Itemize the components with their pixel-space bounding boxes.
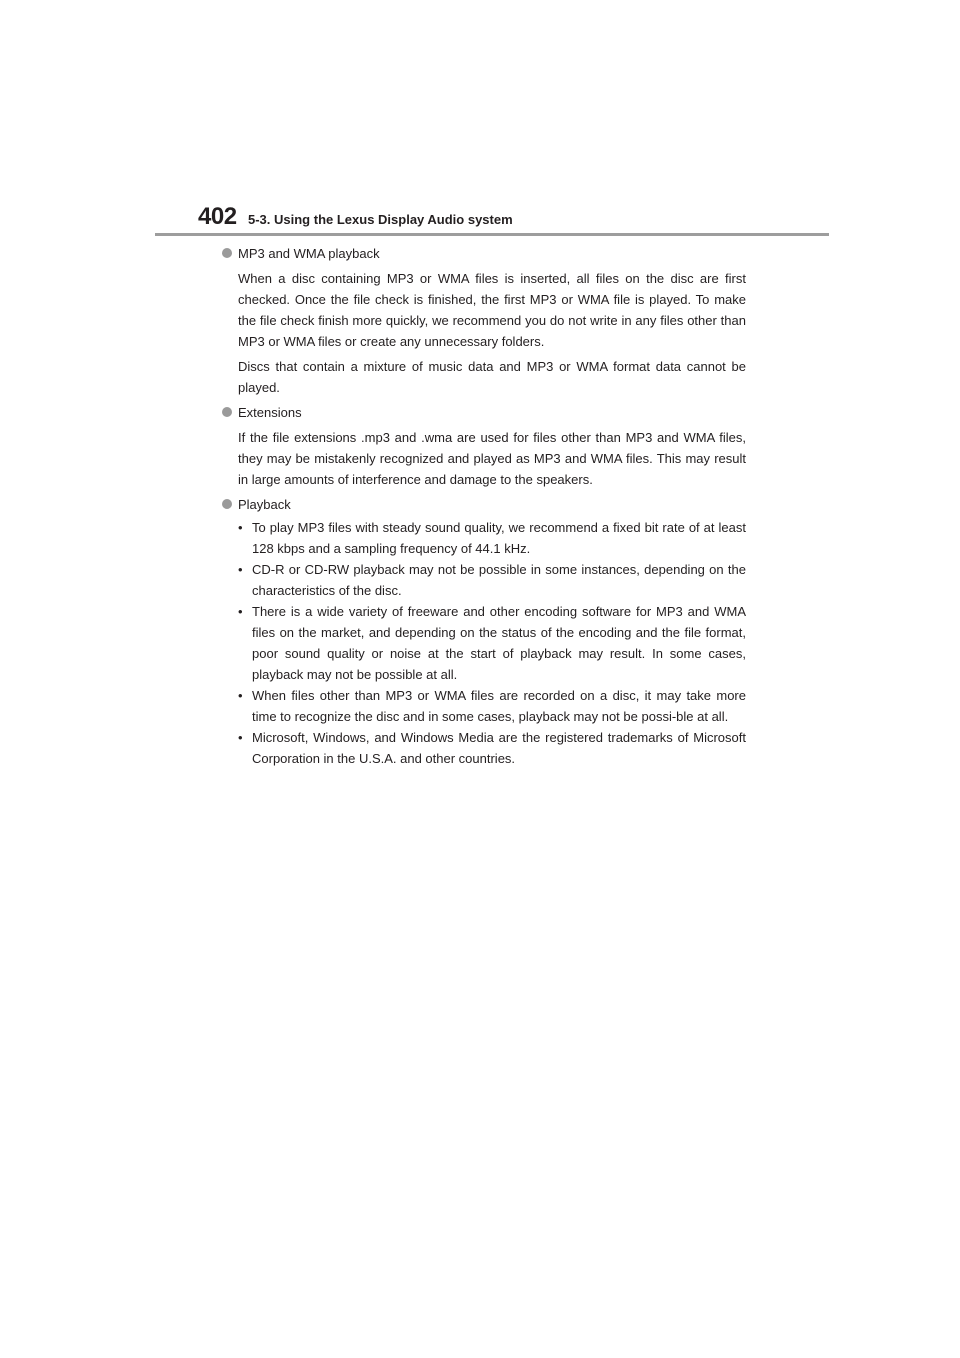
list-item-text: To play MP3 files with steady sound quality, we recommend a fixed bit rate of at least 128 kbps and a sampling frequency of 44.1 kHz.	[252, 520, 746, 556]
topic-body	[222, 427, 746, 490]
dot-bullet-icon: •	[238, 562, 243, 577]
paragraph: If the file extensions .mp3 and .wma are used for files other than MP3 and WMA files, they may be mistakenly recognized and played as MP3 and WMA files. This may result in large amounts of interference and damage to the speakers.	[238, 430, 746, 487]
topic-heading	[222, 494, 746, 515]
list-item	[238, 559, 746, 601]
topic-heading	[222, 402, 746, 423]
list-item	[238, 517, 746, 559]
circle-bullet-icon	[222, 499, 232, 509]
list-item	[238, 685, 746, 727]
bullet-list	[238, 517, 746, 769]
list-item	[238, 601, 746, 685]
topic-title: Extensions	[238, 405, 302, 420]
topic-mp3-wma-playback	[222, 243, 746, 398]
topic-extensions	[222, 402, 746, 490]
dot-bullet-icon: •	[238, 520, 243, 535]
topic-title: MP3 and WMA playback	[238, 246, 380, 261]
topic-body	[222, 268, 746, 398]
topic-title: Playback	[238, 497, 291, 512]
paragraph: Discs that contain a mixture of music data and MP3 or WMA format data cannot be played.	[238, 359, 746, 395]
page-number: 402	[198, 203, 237, 230]
header-rule	[155, 233, 829, 236]
topic-body	[222, 517, 746, 769]
list-item-text: There is a wide variety of freeware and other encoding software for MP3 and WMA files on the market, and depending on the status of the encoding and the file format, poor sound quality or noise at the start of playback may result. In some cases, playback may not be possible at all.	[252, 604, 746, 682]
list-item-text: When files other than MP3 or WMA files are recorded on a disc, it may take more time to recognize the disc and in some cases, playback may not be possi-ble at all.	[252, 688, 746, 724]
paragraph: When a disc containing MP3 or WMA files is inserted, all files on the disc are first checked. Once the file check is finished, the first MP3 or WMA file is played. To make the file check finish more quickly, we recommend you do not write in any files other than MP3 or WMA files or create any unnecessary folders.	[238, 271, 746, 349]
section-title: 5-3. Using the Lexus Display Audio system	[248, 212, 513, 227]
circle-bullet-icon	[222, 407, 232, 417]
list-item-text: Microsoft, Windows, and Windows Media are the registered trademarks of Microsoft Corporation in the U.S.A. and other countries.	[252, 730, 746, 766]
topic-playback	[222, 494, 746, 769]
circle-bullet-icon	[222, 248, 232, 258]
list-item	[238, 727, 746, 769]
dot-bullet-icon: •	[238, 730, 243, 745]
dot-bullet-icon: •	[238, 688, 243, 703]
dot-bullet-icon: •	[238, 604, 243, 619]
page-content	[222, 243, 746, 773]
list-item-text: CD-R or CD-RW playback may not be possible in some instances, depending on the characteristics of the disc.	[252, 562, 746, 598]
page-header	[198, 203, 828, 235]
topic-heading	[222, 243, 746, 264]
